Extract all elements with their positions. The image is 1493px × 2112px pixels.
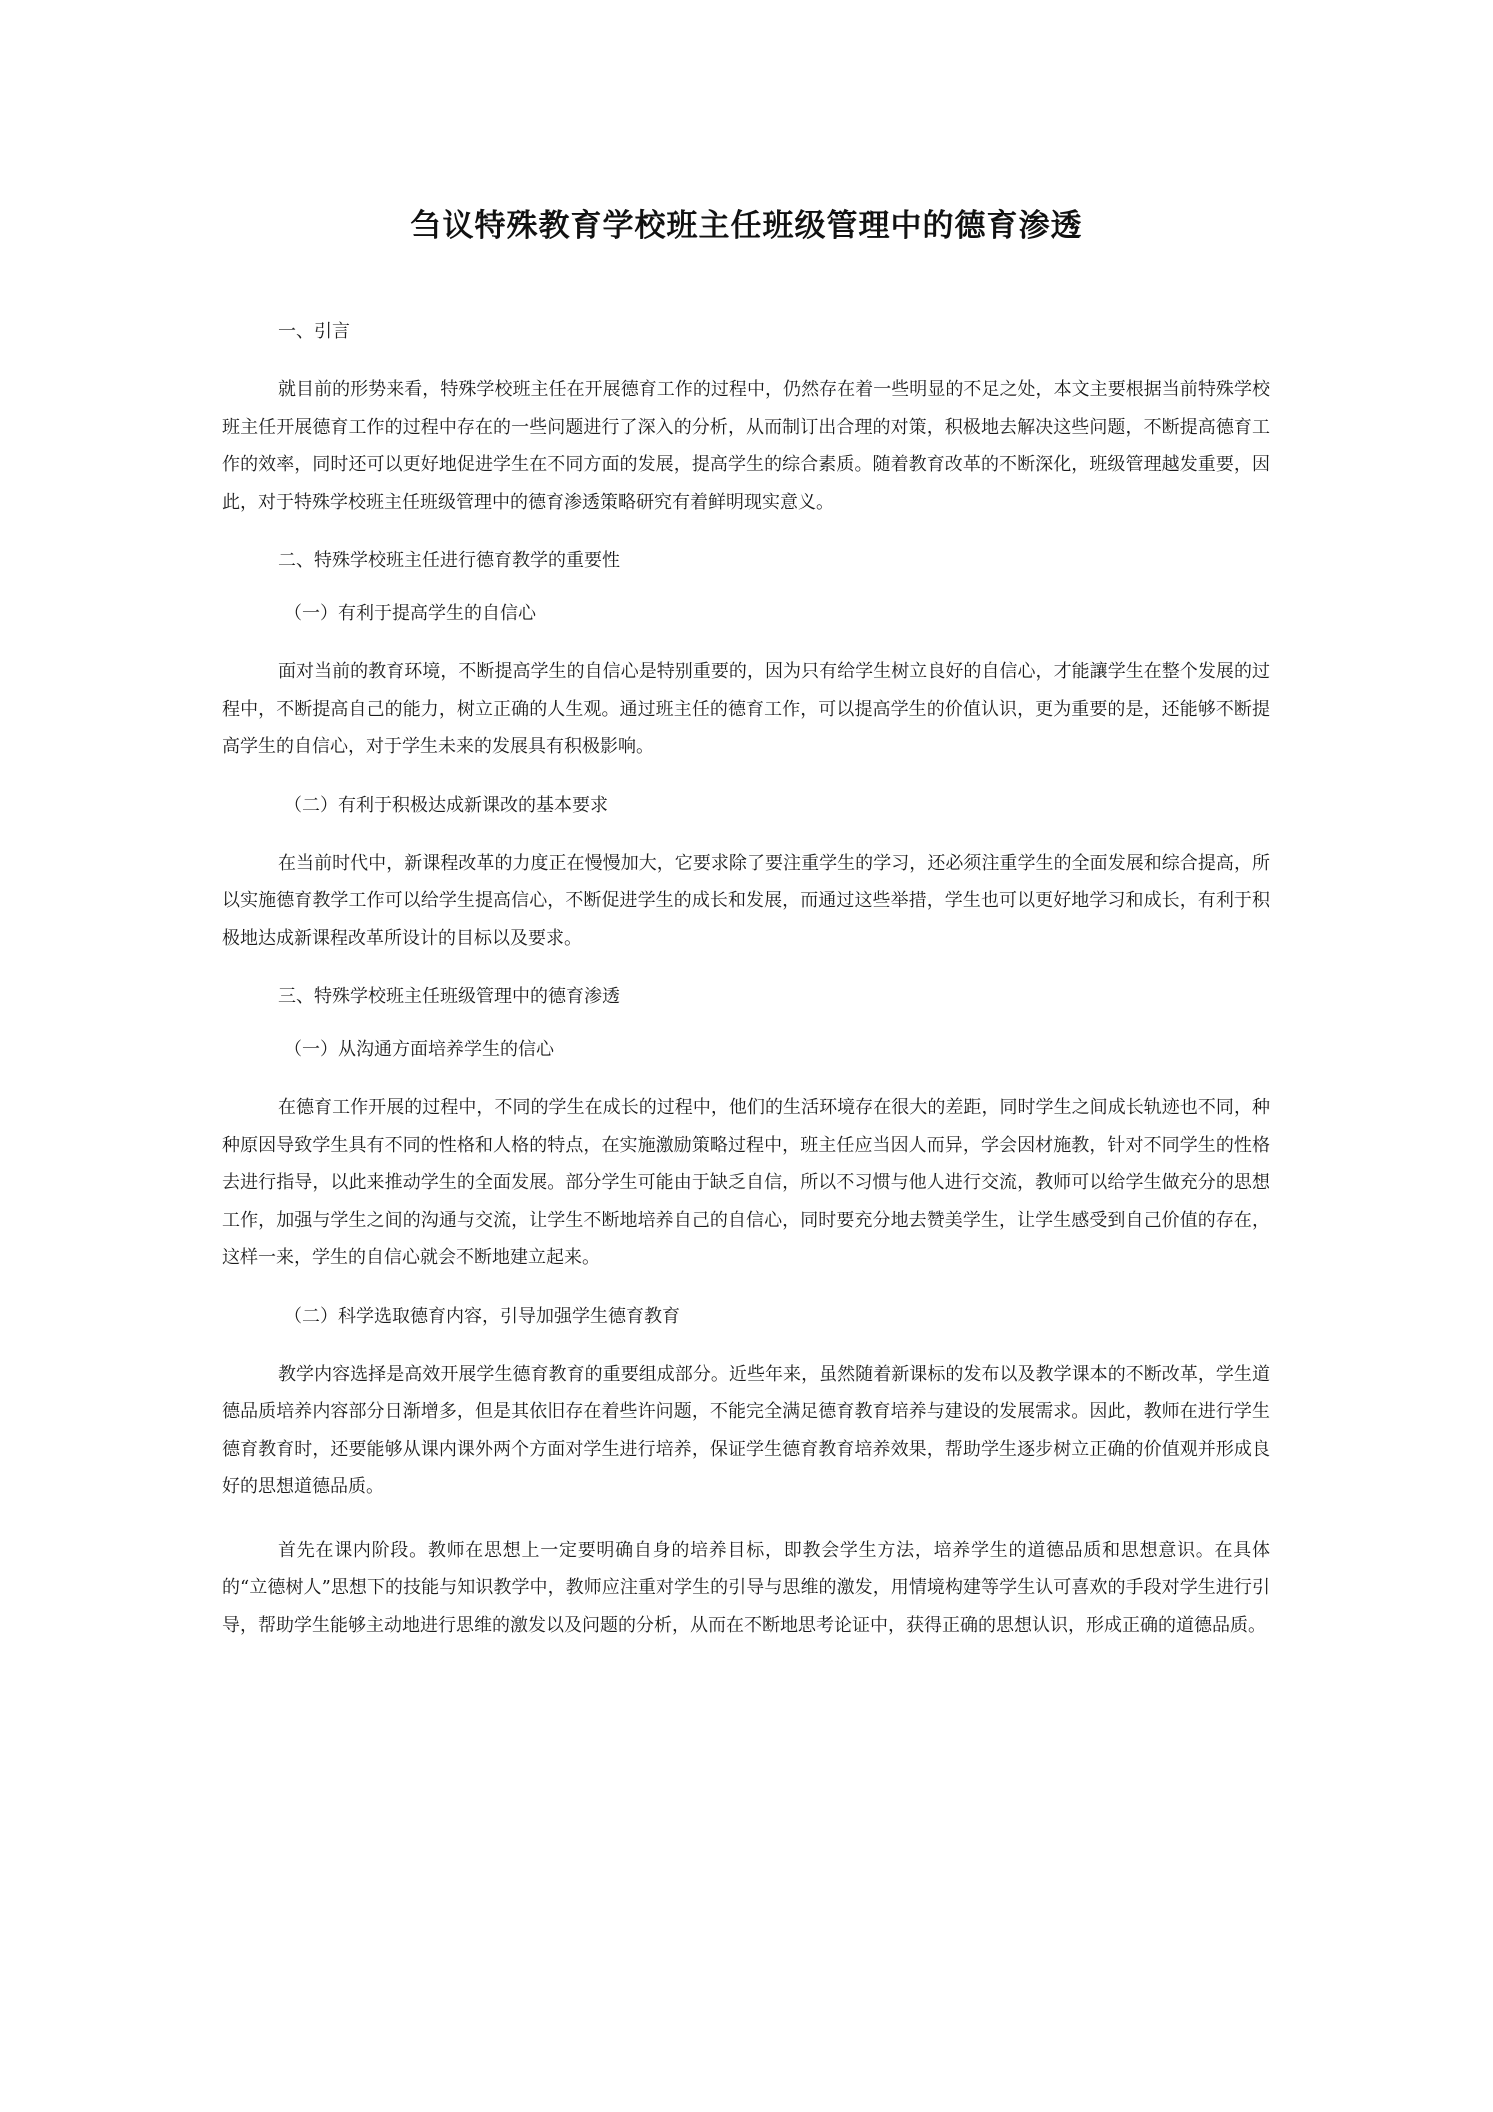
paragraph: 教学内容选择是高效开展学生德育教育的重要组成部分。近些年来，虽然随着新课标的发布以及教学课本的不断改革，学生道德品质培养内容部分日渐增多，但是其依旧存在着些许问题，不能完全满足德育教育培养与建设的发展需求。因此，教师在进行学生德育教育时，还要能够从课内课外两个方面对学生进行培养，保证学生德育教育培养效果，帮助学生逐步树立正确的价值观并形成良好的思想道德品质。	[222, 1363, 1270, 1497]
document-title: 刍议特殊教育学校班主任班级管理中的德育渗透	[410, 208, 1083, 244]
subsection-heading: （一）有利于提高学生的自信心	[284, 603, 536, 624]
paragraph: 面对当前的教育环境，不断提高学生的自信心是特别重要的，因为只有给学生树立良好的自信心，才能讓学生在整个发展的过程中，不断提高自己的能力，树立正确的人生观。通过班主任的德育工作，可以提高学生的价值认识，更为重要的是，还能够不断提高学生的自信心，对于学生未来的发展具有积极影响。	[222, 661, 1270, 757]
paragraph: 首先在课内阶段。教师在思想上一定要明确自身的培养目标，即教会学生方法，培养学生的道德品质和思想意识。在具体的“立德树人”思想下的技能与知识教学中，教师应注重对学生的引导与思维的激发，用情境构建等学生认可喜欢的手段对学生进行引导，帮助学生能够主动地进行思维的激发以及问题的分析，从而在不断地思考论证中，获得正确的思想认识，形成正确的道德品质。	[222, 1539, 1270, 1636]
section-heading-importance: 二、特殊学校班主任进行德育教学的重要性	[278, 550, 620, 571]
document-body	[222, 318, 1270, 1644]
subsection-heading: （二）科学选取德育内容，引导加强学生德育教育	[284, 1305, 680, 1327]
subsection-heading: （一）从沟通方面培养学生的信心	[284, 1039, 554, 1060]
section-heading-infiltration: 三、特殊学校班主任班级管理中的德育渗透	[278, 986, 620, 1007]
section-heading-introduction: 一、引言	[278, 321, 350, 342]
subsection-heading: （二）有利于积极达成新课改的基本要求	[284, 794, 608, 816]
paragraph: 在当前时代中，新课程改革的力度正在慢慢加大，它要求除了要注重学生的学习，还必须注重学生的全面发展和综合提高，所以实施德育教学工作可以给学生提高信心，不断促进学生的成长和发展，而通过这些举措，学生也可以更好地学习和成长，有利于积极地达成新课程改革所设计的目标以及要求。	[222, 852, 1270, 949]
paragraph: 在德育工作开展的过程中，不同的学生在成长的过程中，他们的生活环境存在很大的差距，同时学生之间成长轨迹也不同，种种原因导致学生具有不同的性格和人格的特点，在实施激励策略过程中，班主任应当因人而异，学会因材施教，针对不同学生的性格去进行指导，以此来推动学生的全面发展。部分学生可能由于缺乏自信，所以不习惯与他人进行交流，教师可以给学生做充分的思想工作，加强与学生之间的沟通与交流，让学生不断地培养自己的自信心，同时要充分地去赞美学生，让学生感受到自己价值的存在，这样一来，学生的自信心就会不断地建立起来。	[222, 1097, 1270, 1268]
paragraph: 就目前的形势来看，特殊学校班主任在开展德育工作的过程中，仍然存在着一些明显的不足之处，本文主要根据当前特殊学校班主任开展德育工作的过程中存在的一些问题进行了深入的分析，从而制订出合理的对策，积极地去解决这些问题，不断提高德育工作的效率，同时还可以更好地促进学生在不同方面的发展，提高学生的综合素质。随着教育改革的不断深化，班级管理越发重要，因此，对于特殊学校班主任班级管理中的德育渗透策略研究有着鲜明现实意义。	[222, 379, 1270, 513]
